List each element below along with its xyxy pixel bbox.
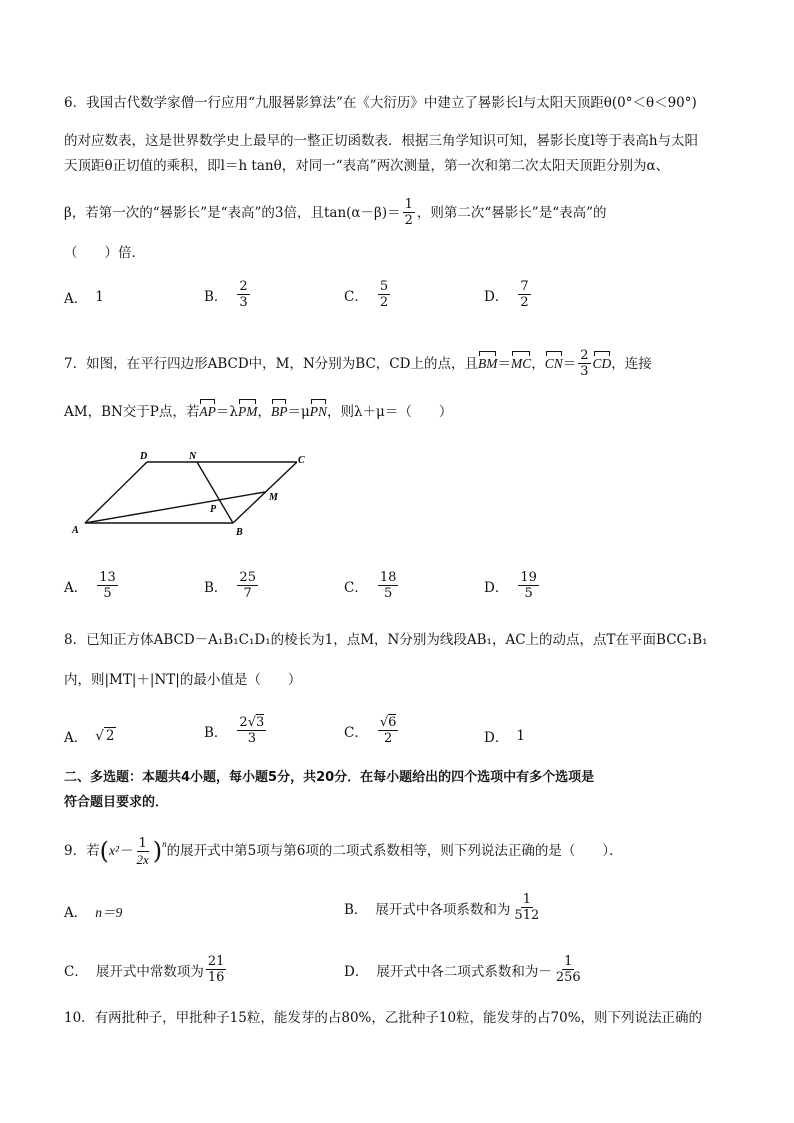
numerator: 18 <box>379 570 397 585</box>
vector-cd: CD <box>593 354 612 374</box>
option-label: D． <box>484 730 509 746</box>
q8-option-d <box>484 726 525 746</box>
q7-option-a <box>64 570 120 601</box>
option-label: C． <box>64 963 88 980</box>
option-label: C． <box>344 579 368 596</box>
option-fraction <box>97 570 118 601</box>
point-label-c: C <box>298 455 305 466</box>
option-label: B． <box>204 288 228 305</box>
q9-fraction <box>135 836 151 867</box>
point-label-b: B <box>236 527 243 538</box>
numerator: 1 <box>138 835 147 851</box>
denominator: 5 <box>103 586 112 601</box>
q6-line-2: 的对应数表，这是世界数学史上最早的一整正切函数表．根据三角学知识可知，晷影长度l等于表高h与太阳 <box>64 133 699 149</box>
denominator: 5 <box>524 586 533 601</box>
point-label-m: M <box>269 492 278 503</box>
q7-line-2-text: AM，BN交于P点，若 <box>64 404 200 420</box>
numerator: 13 <box>99 570 116 585</box>
option-label: D． <box>344 963 369 980</box>
option-sqrt: √ 2 <box>95 728 115 744</box>
q8-line-1: 8．已知正方体ABCD－A₁B₁C₁D₁的棱长为1，点M，N分别为线段AB₁，AC上的动点，点T在平面BCC₁B₁ <box>64 632 708 648</box>
point-label-p: P <box>210 504 217 515</box>
q7-option-b <box>204 570 260 601</box>
option-fraction <box>378 279 390 310</box>
q6-line-3: 天顶距θ正切值的乘积，即l＝h tanθ，对同一“表高”两次测量，第一次和第二次太阳天顶距分别为α、 <box>64 158 670 174</box>
q6-option-d <box>484 279 533 310</box>
q6-fraction <box>403 197 415 228</box>
numerator: √6 <box>379 715 397 730</box>
option-fraction <box>206 954 227 985</box>
q6-fraction-numerator: 1 <box>404 197 413 212</box>
q6-option-a <box>64 287 104 307</box>
option-fraction <box>518 279 530 310</box>
q6-option-c <box>344 279 392 310</box>
q9-prefix: 9．若 <box>64 843 100 859</box>
q9-option-b <box>344 892 543 923</box>
denominator: 3 <box>580 364 589 379</box>
option-label: A． <box>64 291 88 307</box>
denominator: 2 <box>383 731 393 746</box>
q9-option-c <box>64 954 228 985</box>
q6-line-4 <box>64 197 734 228</box>
option-text: 展开式中各项系数和为 <box>375 901 511 918</box>
q8-line-2: 内，则|MT|＋|NT|的最小值是（ ） <box>64 672 302 688</box>
q7-line-2 <box>64 402 734 422</box>
right-paren: ) <box>152 837 163 865</box>
denominator: 2x <box>136 851 149 867</box>
denominator: 512 <box>514 908 540 923</box>
numerator: 2 <box>580 348 589 363</box>
q7-option-c <box>344 570 400 601</box>
vector-mc: MC <box>511 354 531 374</box>
q7-line-1-text: 7．如图，在平行四边形ABCD中，M，N分别为BC，CD上的点，且 <box>64 355 478 372</box>
q9-suffix: 的展开式中第5项与第6项的二项式系数相等，则下列说法正确的是（ ）． <box>166 843 623 859</box>
q6-fraction-denominator: 2 <box>404 213 413 228</box>
q6-line-5: （ ）倍． <box>64 245 145 261</box>
vector-ap: AP <box>199 402 216 422</box>
denominator: 3 <box>247 731 256 746</box>
separator: ， <box>257 404 271 420</box>
q6-line-4-text-b: ，则第二次“晷影长”是“表高”的 <box>416 204 607 221</box>
numerator: 2 <box>239 279 248 294</box>
numerator: 21 <box>207 954 225 969</box>
denominator: 256 <box>555 970 581 985</box>
radicand: 3 <box>256 715 265 730</box>
option-label: B． <box>204 579 228 596</box>
numerator: 1 <box>522 892 531 907</box>
q8-option-c <box>344 715 400 746</box>
option-fraction <box>237 279 249 310</box>
option-value: 1 <box>516 728 525 744</box>
q6-line-1: 6．我国古代数学家僧一行应用“九服晷影算法”在《大衍历》中建立了晷影长l与太阳天顶距θ(0°＜θ＜90°) <box>64 95 697 111</box>
parallelogram-figure <box>60 445 320 545</box>
denominator: 7 <box>243 586 252 601</box>
option-text: 展开式中常数项为 <box>95 963 204 980</box>
option-label: D． <box>484 579 509 596</box>
q6-option-b <box>204 279 252 310</box>
vector-bp: BP <box>271 402 288 422</box>
option-label: D． <box>484 288 509 305</box>
lambda: ＝λ <box>215 404 238 420</box>
option-label: B． <box>344 901 368 918</box>
option-fraction <box>518 570 539 601</box>
denominator: 2 <box>520 295 529 310</box>
left-paren: ( <box>99 837 109 865</box>
q7-line-1 <box>64 348 734 379</box>
radicand: 2 <box>105 728 115 744</box>
q7-option-d <box>484 570 541 601</box>
mu: ＝μ <box>287 404 310 420</box>
q10-line-1: 10．有两批种子，甲批种子15粒，能发芽的占80%，乙批种子10粒，能发芽的占70%，则下列说法正确的 <box>64 1010 703 1026</box>
numerator: 25 <box>239 570 256 585</box>
denominator: 3 <box>239 295 248 310</box>
option-fraction <box>378 570 399 601</box>
numerator: 1 <box>564 954 573 969</box>
q9-option-d <box>344 954 585 985</box>
numerator: 5 <box>379 279 389 294</box>
radicand: 6 <box>388 715 397 730</box>
q9-stem <box>64 836 734 866</box>
option-label: A． <box>64 730 88 746</box>
point-label-a: A <box>72 525 79 536</box>
separator: ， <box>531 355 545 372</box>
q9-x-squared: x²－ <box>108 843 133 858</box>
q7-fraction <box>578 348 590 379</box>
exponent: n <box>162 839 167 849</box>
section-2-heading-line-2: 符合题目要求的． <box>64 795 169 810</box>
option-fraction <box>512 892 541 923</box>
q8-option-b <box>204 715 268 746</box>
numerator: 7 <box>520 279 529 294</box>
denominator: 16 <box>207 970 225 985</box>
option-label: C． <box>344 724 368 741</box>
numerator: 2√3 <box>239 715 265 730</box>
equals: ＝ <box>562 355 577 372</box>
option-fraction <box>378 715 399 746</box>
option-text: n＝9 <box>95 905 123 920</box>
q7-line-2-end: ，则λ＋μ＝（ ） <box>327 404 453 420</box>
vector-cn: CN <box>545 354 563 374</box>
option-value: 1 <box>95 289 104 305</box>
q6-line-4-text-a: β，若第一次的“晷影长”是“表高”的3倍，且tan(α－β)＝ <box>64 204 401 221</box>
q9-option-a <box>64 901 122 921</box>
point-label-d: D <box>140 451 148 462</box>
denominator: 2 <box>379 295 389 310</box>
section-2-heading-line-1: 二、多选题：本题共4小题，每小题5分，共20分．在每小题给出的四个选项中有多个选项是 <box>64 770 595 785</box>
option-label: B． <box>204 724 228 741</box>
vector-pm: PM <box>238 402 258 422</box>
numerator: 19 <box>520 570 537 585</box>
vector-bm: BM <box>478 354 498 374</box>
option-text: 展开式中各二项式系数和为－ <box>376 963 552 980</box>
option-label: A． <box>64 579 88 596</box>
q8-option-a <box>64 726 116 746</box>
coefficient: 2 <box>239 715 248 730</box>
q7-line-1-end: ，连接 <box>611 355 652 372</box>
option-fraction <box>554 954 583 985</box>
option-label: C． <box>344 288 368 305</box>
equals: ＝ <box>497 355 511 372</box>
option-fraction <box>237 570 258 601</box>
denominator: 5 <box>383 586 393 601</box>
point-label-n: N <box>189 451 197 462</box>
option-label: A． <box>64 905 88 921</box>
option-fraction <box>237 715 266 746</box>
vector-pn: PN <box>310 402 327 422</box>
